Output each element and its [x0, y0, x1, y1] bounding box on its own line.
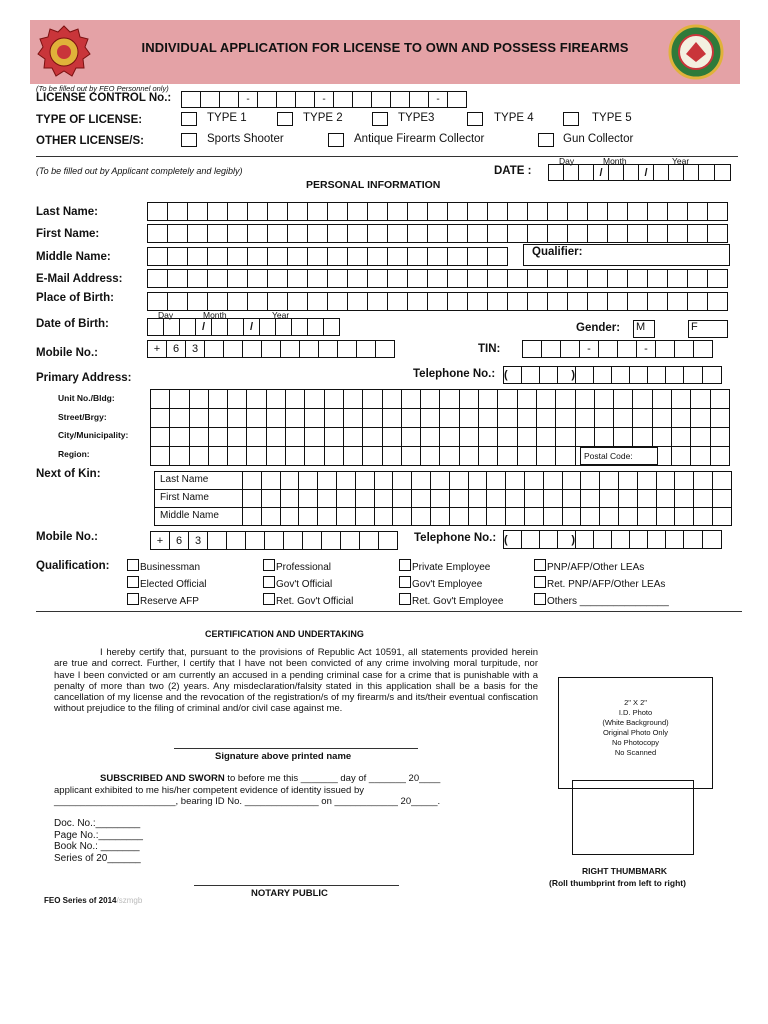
checkbox-icon: [263, 576, 275, 588]
book-no: Book No.: _______: [54, 841, 140, 852]
notary-line[interactable]: [194, 885, 399, 886]
photo-bg-text: (White Background): [602, 718, 669, 727]
type3-label: TYPE3: [398, 112, 435, 124]
checkbox-icon: [534, 576, 546, 588]
region-label: Region:: [58, 449, 90, 459]
street-label: Street/Brgy:: [58, 412, 107, 422]
dob-year-label: Year: [272, 310, 290, 320]
type2-label: TYPE 2: [303, 112, 343, 124]
photo-original-text: Original Photo Only: [602, 728, 669, 737]
form-title: INDIVIDUAL APPLICATION FOR LICENSE TO OWN AND POSSESS FIREARMS: [141, 40, 629, 55]
mobile-grid[interactable]: + 6 3: [147, 340, 395, 358]
certification-body: I hereby certify that, pursuant to the provisions of Republic Act 10591, all statements provided herein are true and correct. Further, I certify that I have not been convicted of any crime involving moral turpitude, nor have I been convicted or am currently an accused in a pending criminal case for a crime that is punishable with a penalty of more than two (2) years. Any misdeclaration/falsity stated in this application shall be a basis for the cancellation of my license and the revocation of the registration/s of my firearm/s and its/their eventual confiscation without prejudice to the filing of criminal and/or civil case against me.: [54, 647, 538, 715]
type4-checkbox[interactable]: [467, 112, 483, 126]
type4-label: TYPE 4: [494, 112, 534, 124]
antique-collector-checkbox[interactable]: [328, 133, 344, 147]
date-month-label: Month: [603, 156, 627, 166]
kin-mobile-grid[interactable]: + 6 3: [150, 531, 398, 550]
middle-name-label: Middle Name:: [36, 251, 111, 263]
photo-id-text: I.D. Photo: [618, 708, 653, 717]
first-name-grid[interactable]: [147, 224, 728, 243]
date-of-birth-grid[interactable]: / /: [147, 318, 340, 336]
type2-checkbox[interactable]: [277, 112, 293, 126]
qual-ret-govt-official[interactable]: Ret. Gov't Official: [263, 593, 353, 607]
tin-grid[interactable]: - -: [522, 340, 713, 358]
feo-seal-icon: [668, 24, 724, 80]
doc-no: Doc. No.:________: [54, 818, 141, 829]
date-year-label: Year: [672, 156, 690, 166]
postal-code-label: Postal Code:: [580, 447, 658, 465]
thumbmark-box[interactable]: [572, 780, 694, 855]
checkbox-icon: [399, 593, 411, 605]
qual-professional[interactable]: Professional: [263, 559, 331, 573]
qual-elected-official[interactable]: Elected Official: [127, 576, 207, 590]
place-of-birth-grid[interactable]: [147, 292, 728, 311]
dob-day-label: Day: [158, 310, 174, 320]
type1-label: TYPE 1: [207, 112, 247, 124]
license-control-label: LICENSE CONTROL No.:: [36, 92, 172, 104]
photo-no-photocopy-text: No Photocopy: [611, 738, 660, 747]
checkbox-icon: [534, 559, 546, 571]
next-of-kin-grid[interactable]: [154, 471, 732, 526]
notary-label: NOTARY PUBLIC: [251, 888, 328, 899]
kin-telephone-label: Telephone No.:: [414, 532, 497, 544]
page-no: Page No.:________: [54, 829, 143, 841]
kin-first-label: First Name: [160, 492, 209, 503]
thumbmark-sub: (Roll thumbprint from left to right): [549, 878, 686, 888]
qual-private-employee[interactable]: Private Employee: [399, 559, 490, 573]
sworn-lead: SUBSCRIBED AND SWORN: [100, 773, 225, 784]
middle-name-grid[interactable]: [147, 247, 508, 266]
gender-m-box[interactable]: M: [633, 320, 655, 338]
certification-title: CERTIFICATION AND UNDERTAKING: [205, 629, 364, 639]
mobile-label: Mobile No.:: [36, 347, 98, 359]
checkbox-icon: [127, 593, 139, 605]
subscribed-sworn: [54, 773, 538, 808]
checkbox-icon: [399, 559, 411, 571]
photo-size-text: 2" X 2": [624, 698, 647, 707]
footer-series-text: FEO Series of 2014: [44, 896, 117, 905]
first-name-label: First Name:: [36, 228, 100, 240]
email-grid[interactable]: [147, 269, 728, 288]
divider: [36, 156, 738, 157]
qual-businessman[interactable]: Businessman: [127, 559, 200, 573]
kin-mobile-label: Mobile No.:: [36, 531, 98, 543]
thumbmark-label: RIGHT THUMBMARK: [582, 866, 667, 876]
place-of-birth-label: Place of Birth:: [36, 292, 114, 304]
checkbox-icon: [127, 576, 139, 588]
qualification-label: Qualification:: [36, 560, 110, 572]
dob-month-label: Month: [203, 310, 227, 320]
sports-shooter-checkbox[interactable]: [181, 133, 197, 147]
unit-label: Unit No./Bldg:: [58, 393, 115, 403]
applicant-note: (To be filled out by Applicant completely and legibly): [36, 166, 243, 176]
qual-ret-govt-employee[interactable]: Ret. Gov't Employee: [399, 593, 503, 607]
personal-info-title: PERSONAL INFORMATION: [306, 179, 441, 191]
signature-label: Signature above printed name: [215, 751, 352, 762]
checkbox-icon: [399, 576, 411, 588]
type5-checkbox[interactable]: [563, 112, 579, 126]
checkbox-icon: [534, 593, 546, 605]
sworn-line1: to before me this _______ day of _______ 20____: [227, 773, 441, 784]
checkbox-icon: [263, 593, 275, 605]
sworn-line3: _______________________, bearing ID No. ______________ on ____________ 20_____.: [54, 796, 441, 807]
date-of-birth-label: Date of Birth:: [36, 318, 109, 330]
city-label: City/Municipality:: [58, 430, 129, 440]
series-no: Series of 20______: [54, 852, 141, 864]
sports-shooter-label: Sports Shooter: [207, 133, 284, 145]
type5-label: TYPE 5: [592, 112, 632, 124]
telephone-label: Telephone No.:: [413, 368, 496, 380]
gender-label: Gender:: [576, 322, 621, 334]
footer-code: /szmgb: [116, 896, 143, 905]
gender-f-box[interactable]: F: [688, 320, 728, 338]
type1-checkbox[interactable]: [181, 112, 197, 126]
qual-govt-official[interactable]: Gov't Official: [263, 576, 332, 590]
primary-address-label: Primary Address:: [36, 372, 132, 384]
type3-checkbox[interactable]: [372, 112, 388, 126]
checkbox-icon: [263, 559, 275, 571]
footer-series: [44, 896, 142, 905]
qual-pnp-afp[interactable]: PNP/AFP/Other LEAs: [534, 559, 644, 573]
qualifier-field[interactable]: [523, 244, 730, 266]
tin-label: TIN:: [478, 343, 501, 355]
qual-reserve-afp[interactable]: Reserve AFP: [127, 593, 199, 607]
email-label: E-Mail Address:: [36, 273, 123, 285]
kin-telephone-grid[interactable]: ( ): [503, 530, 722, 549]
photo-no-scanned-text: No Scanned: [614, 748, 657, 757]
gun-collector-checkbox[interactable]: [538, 133, 554, 147]
last-name-grid[interactable]: [147, 202, 728, 221]
type-of-license-label: TYPE OF LICENSE:: [36, 114, 143, 126]
qualifier-label: Qualifier:: [532, 246, 583, 258]
other-license-label: OTHER LICENSE/S:: [36, 135, 144, 147]
gun-collector-label: Gun Collector: [563, 133, 634, 145]
form-header: [30, 20, 740, 84]
telephone-grid[interactable]: ( ): [503, 366, 722, 384]
qual-ret-pnp-afp[interactable]: Ret. PNP/AFP/Other LEAs: [534, 576, 665, 590]
divider: [36, 611, 742, 612]
doc-numbers: [54, 818, 143, 864]
next-of-kin-label: Next of Kin:: [36, 468, 101, 480]
photo-box[interactable]: [558, 677, 713, 789]
date-grid[interactable]: / /: [548, 164, 731, 181]
antique-collector-label: Antique Firearm Collector: [354, 133, 485, 145]
checkbox-icon: [127, 559, 139, 571]
last-name-label: Last Name:: [36, 206, 98, 218]
date-label: DATE :: [494, 165, 532, 177]
kin-middle-label: Middle Name: [160, 510, 219, 521]
qual-others[interactable]: Others ________________: [534, 593, 669, 607]
signature-line[interactable]: [174, 748, 418, 749]
kin-last-label: Last Name: [160, 474, 209, 485]
license-control-grid[interactable]: - - -: [181, 91, 467, 108]
feo-personnel-note: (To be filled out by FEO Personnel only): [36, 84, 169, 93]
date-day-label: Day: [559, 156, 575, 166]
sworn-line2: applicant exhibited to me his/her competent evidence of identity issued by: [54, 784, 364, 796]
qual-govt-employee[interactable]: Gov't Employee: [399, 576, 482, 590]
